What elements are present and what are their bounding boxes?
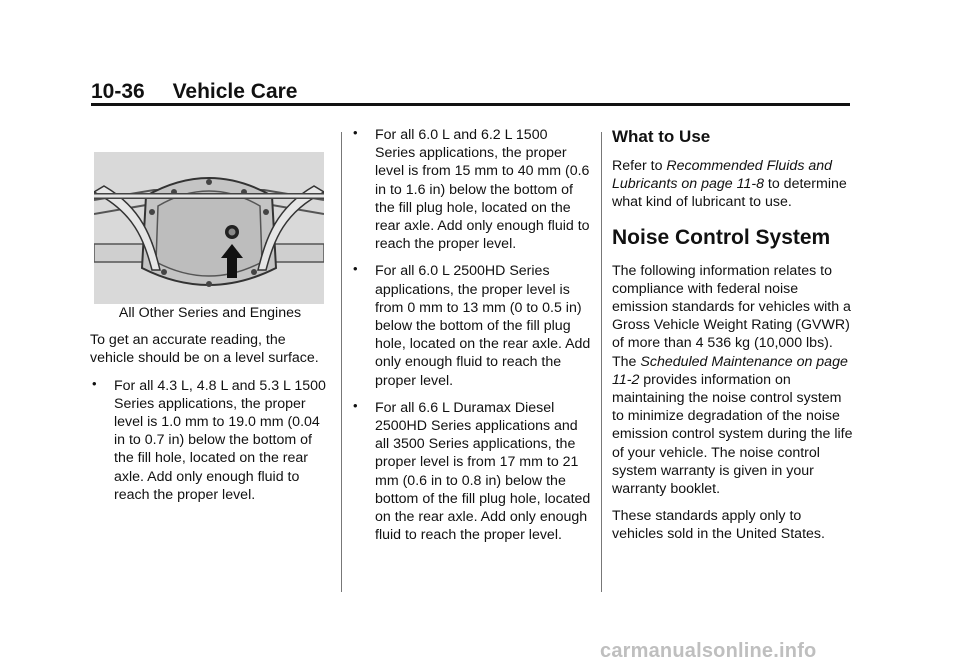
list-item bbox=[90, 377, 330, 504]
scheduled-maintenance-link[interactable]: Scheduled Maintenance on page 11-2 bbox=[612, 353, 848, 388]
bullet-text: For all 6.0 L 2500HD Series applications, the proper level is from 0 mm to 13 mm (0 to 0.5 in) below the bottom of the fill plug hole, located on the rear axle. Add only enough fluid to reach the proper level. bbox=[375, 263, 591, 389]
what-to-use-text-before: Refer to bbox=[612, 158, 667, 174]
what-to-use-text-after: to determine what kind of lubricant to use. bbox=[612, 176, 847, 211]
column-divider-right bbox=[601, 132, 602, 592]
bullet-icon: • bbox=[92, 375, 97, 391]
right-column bbox=[612, 127, 854, 553]
noise-control-text-after: provides information on maintaining the noise control system to minimize degradation of the noise emission control system during the life of your vehicle. The noise control system warranty is given in your warranty booklet. bbox=[612, 371, 853, 498]
noise-control-second-paragraph: These standards apply only to vehicles sold in the United States. bbox=[612, 508, 825, 543]
bullet-icon: • bbox=[353, 261, 358, 277]
intro-paragraph: To get an accurate reading, the vehicle should be on a level surface. bbox=[90, 332, 319, 367]
noise-control-text-before: The following information relates to compliance with federal noise emission standards for vehicles with a Gross Vehicle Weight Rating (GVWR) of more than 4 536 kg (10,000 lbs). The bbox=[612, 262, 851, 370]
bullet-text: For all 4.3 L, 4.8 L and 5.3 L 1500 Series applications, the proper level is 1.0 mm to 19.0 mm (0.04 in to 0.7 in) below the bottom of the fill hole, located on the rear axle. Add only enough fluid to reach the proper level. bbox=[114, 377, 326, 503]
page-number: 10-36 bbox=[91, 80, 145, 103]
noise-control-paragraph bbox=[612, 262, 854, 499]
bullet-icon: • bbox=[353, 397, 358, 413]
bullet-text: For all 6.0 L and 6.2 L 1500 Series applications, the proper level is from 15 mm to 40 mm (0.6 in to 1.6 in) below the bottom of the fill plug hole, located on the rear axle. Add only enough fluid to reach the proper level. bbox=[375, 127, 590, 253]
watermark: carmanualsonline.info bbox=[600, 640, 817, 662]
bullet-text: For all 6.6 L Duramax Diesel 2500HD Series applications and all 3500 Series applications, the proper level is from 17 mm to 21 mm (0.6 in to 0.8 in) below the bottom of the fill plug hole, located on the rear axle. Add only enough fluid to reach the proper level. bbox=[375, 399, 591, 544]
middle-column bbox=[351, 126, 591, 553]
page-header bbox=[91, 80, 297, 104]
recommended-fluids-link[interactable]: Recommended Fluids and Lubricants on page 11-8 bbox=[612, 158, 833, 193]
what-to-use-paragraph bbox=[612, 157, 854, 212]
column-divider-left bbox=[341, 132, 342, 592]
figure-caption: All Other Series and Engines bbox=[118, 305, 302, 321]
noise-control-heading: Noise Control System bbox=[612, 225, 831, 249]
bullet-icon: • bbox=[353, 125, 358, 140]
rear-axle-illustration bbox=[94, 152, 324, 304]
header-rule bbox=[91, 103, 850, 106]
list-item bbox=[351, 262, 591, 389]
section-title: Vehicle Care bbox=[172, 80, 298, 103]
what-to-use-heading: What to Use bbox=[612, 127, 711, 146]
list-item bbox=[351, 126, 591, 253]
left-column bbox=[90, 152, 330, 513]
left-bullet-list bbox=[90, 377, 330, 504]
middle-bullet-list bbox=[351, 126, 591, 544]
list-item bbox=[351, 399, 591, 545]
